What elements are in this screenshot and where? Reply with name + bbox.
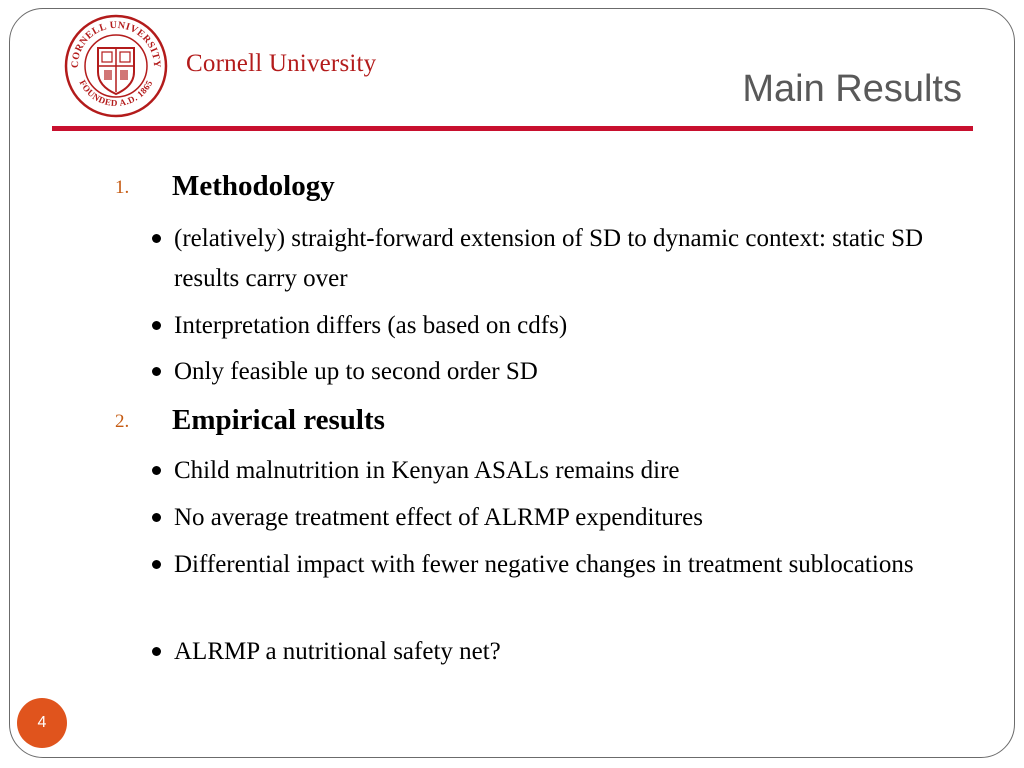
list-item-text: Only feasible up to second order SD xyxy=(174,358,538,385)
list-item xyxy=(152,545,942,585)
bullet-icon xyxy=(152,647,161,656)
svg-text:FOUNDED A.D. 1865: FOUNDED A.D. 1865 xyxy=(77,78,155,109)
list-item-text: No average treatment effect of ALRMP expenditures xyxy=(174,504,703,531)
slide-title: Main Results xyxy=(742,68,962,110)
section-2-heading: Empirical results xyxy=(172,404,385,436)
list-item-text: Differential impact with fewer negative changes in treatment sublocations xyxy=(174,551,914,578)
bullet-icon xyxy=(152,367,161,376)
list-item-text: Interpretation differs (as based on cdfs) xyxy=(174,312,568,339)
svg-text:CORNELL UNIVERSITY: CORNELL UNIVERSITY xyxy=(69,19,163,69)
bullet-icon xyxy=(152,513,161,522)
list-item xyxy=(152,498,942,538)
university-wordmark: Cornell University xyxy=(186,50,377,77)
bullet-icon xyxy=(152,466,161,475)
list-item-text: ALRMP a nutritional safety net? xyxy=(174,638,501,665)
list-item xyxy=(152,352,942,392)
list-item-text: (relatively) straight-forward extension of SD to dynamic context: static SD results carry over xyxy=(174,225,924,292)
list-item xyxy=(152,632,942,672)
page-number-badge: 4 xyxy=(17,698,67,748)
list-item-text: Child malnutrition in Kenyan ASALs remains dire xyxy=(174,457,680,484)
bullet-icon xyxy=(152,560,161,569)
list-item xyxy=(152,306,942,346)
list-item xyxy=(152,219,942,299)
bullet-icon xyxy=(152,321,161,330)
bullet-icon xyxy=(152,234,161,243)
section-2-number: 2. xyxy=(115,411,130,432)
list-item xyxy=(152,451,942,491)
section-1-heading: Methodology xyxy=(172,170,335,202)
section-1-number: 1. xyxy=(115,177,130,198)
